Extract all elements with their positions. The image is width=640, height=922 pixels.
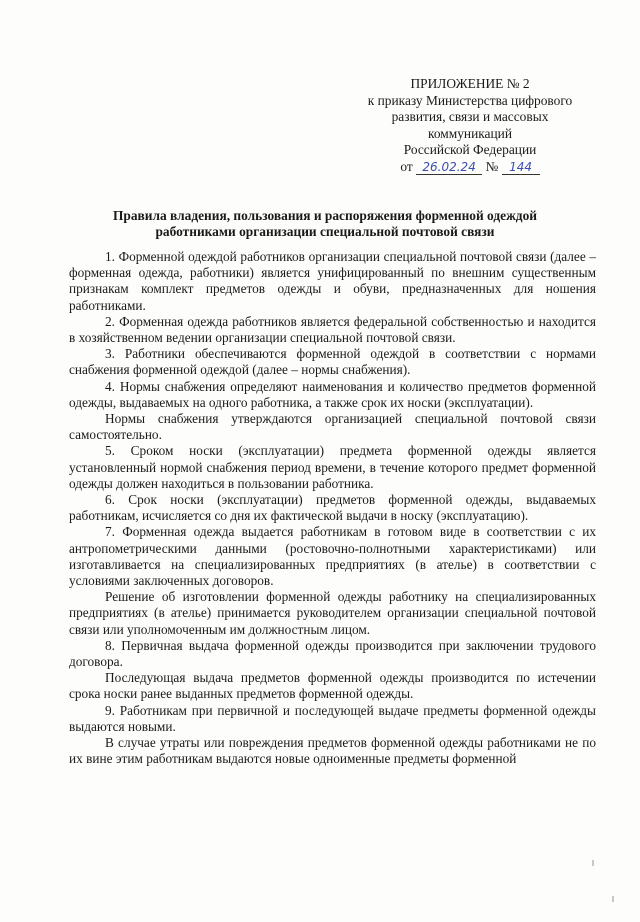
paragraph-7: 7. Форменная одежда выдается работникам в готовом виде в соответствии с их антропометрическими данными (ростовочно-полнотными характеристиками) или изготавливается на специализированных предприятиях (в ателье) в соответствии с условиями заключенных договоров. (69, 524, 596, 589)
appendix-line-1: к приказу Министерства цифрового (367, 92, 573, 108)
paragraph-9b: В случае утраты или повреждения предметов форменной одежды работниками не по их вине этим работникам выдаются новые одноименные предметы форменной (69, 735, 596, 767)
from-label: от (400, 158, 413, 174)
appendix-line-3: коммуникаций (428, 125, 512, 141)
document-body (69, 249, 596, 768)
handwritten-number: 144 (502, 161, 540, 175)
paragraph-4b: Нормы снабжения утверждаются организацией специальной почтовой связи самостоятельно. (69, 411, 596, 443)
paragraph-9: 9. Работникам при первичной и последующей выдаче предметы форменной одежды выдаются новыми. (69, 702, 596, 734)
paragraph-8: 8. Первичная выдача форменной одежды производится при заключении трудового договора. (69, 637, 596, 670)
paragraph-8b: Последующая выдача предметов форменной одежды производится по истечении срока носки ранее выданных предметов форменной одежды. (69, 670, 596, 702)
scan-artifact (612, 896, 614, 902)
title-line-1: Правила владения, пользования и распоряжения форменной одеждой (113, 208, 537, 223)
appendix-line-4: Российской Федерации (403, 142, 537, 158)
scan-artifact (592, 860, 594, 866)
appendix-title: ПРИЛОЖЕНИЕ № 2 (410, 76, 530, 91)
paragraph-5: 5. Сроком носки (эксплуатации) предмета форменной одежды является установленный нормой снабжения период времени, в течение которого предмет форменной одежды должен находиться в пользовании работника. (69, 443, 596, 491)
paragraph-1: 1. Форменной одеждой работников организации специальной почтовой связи (далее – форменная одежда, работники) является унифицированный по внешним существенным признакам комплект предметов одежды и обуви, предназначенных для ношения работниками. (69, 249, 596, 313)
number-label: № (485, 158, 499, 174)
paragraph-4: 4. Нормы снабжения определяют наименования и количество предметов форменной одежды, выдаваемых на одного работника, а также срок их носки (эксплуатации). (69, 378, 596, 410)
title-line-2: работниками организации специальной почтовой связи (155, 224, 495, 240)
handwritten-date: 26.02.24 (416, 161, 482, 175)
paragraph-7b: Решение об изготовлении форменной одежды работнику на специализированных предприятиях (в ателье) принимается руководителем организации специальной почтовой связи или уполномоченным им должностным лицом. (69, 589, 596, 637)
paragraph-2: 2. Форменная одежда работников является федеральной собственностью и находится в хозяйственном ведении организации специальной почтовой связи. (69, 313, 596, 346)
appendix-header (340, 76, 600, 176)
document-title (60, 208, 590, 240)
order-date-number-line (340, 159, 600, 176)
paragraph-6: 6. Срок носки (эксплуатации) предметов форменной одежды, выдаваемых работникам, исчисляется со дня их фактической выдачи в носку (эксплуатацию). (69, 492, 596, 524)
paragraph-3: 3. Работники обеспечиваются форменной одеждой в соответствии с нормами снабжения форменной одеждой (далее – нормы снабжения). (69, 346, 596, 378)
appendix-line-2: развития, связи и массовых (391, 109, 549, 125)
